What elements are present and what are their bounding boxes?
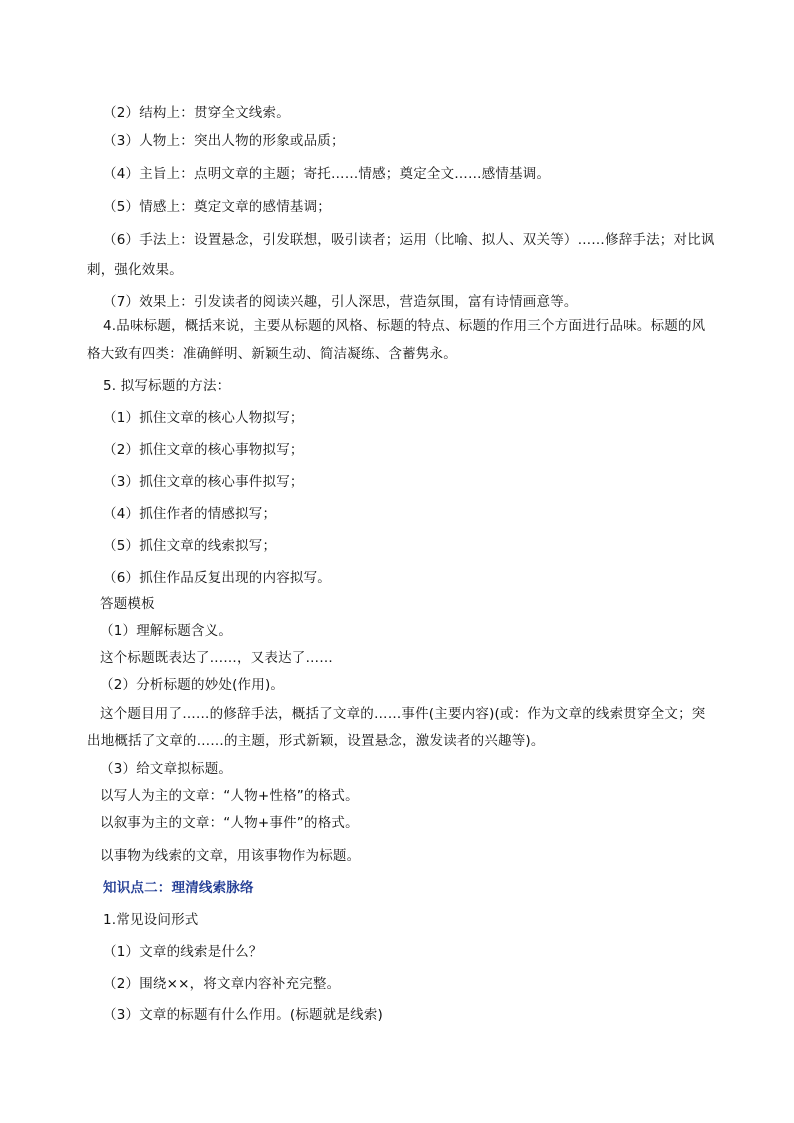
- text-line: 5. 拟写标题的方法：: [103, 378, 231, 394]
- text-line: （4）主旨上：点明文章的主题；寄托……情感；奠定全文……感情基调。: [103, 166, 551, 182]
- text-line: 答题模板: [100, 596, 155, 612]
- text-line: （6）手法上：设置悬念，引发联想，吸引读者；运用（比喻、拟人、双关等）……修辞手法；对比讽: [103, 232, 715, 248]
- text-line: （3）文章的标题有什么作用。(标题就是线索): [103, 1007, 384, 1023]
- text-line: 这个标题既表达了……，又表达了……: [100, 650, 333, 666]
- text-line: （7）效果上：引发读者的阅读兴趣，引人深思，营造氛围，富有诗情画意等。: [103, 294, 578, 310]
- text-line: （3）给文章拟标题。: [100, 761, 233, 777]
- text-line: 出地概括了文章的……的主题，形式新颖，设置悬念，激发读者的兴趣等)。: [87, 733, 545, 749]
- text-line: （2）抓住文章的核心事物拟写；: [103, 442, 304, 458]
- text-line: （2）分析标题的妙处(作用)。: [100, 677, 285, 693]
- text-line: 4.品味标题，概括来说，主要从标题的风格、标题的特点、标题的作用三个方面进行品味。标题的风: [103, 318, 706, 334]
- text-line: （3）人物上：突出人物的形象或品质；: [103, 133, 345, 149]
- text-line: （4）抓住作者的情感拟写；: [103, 506, 277, 522]
- text-line: （6）抓住作品反复出现的内容拟写。: [103, 570, 331, 586]
- text-line: （2）围绕××，将文章内容补充完整。: [103, 976, 341, 992]
- text-line: 以事物为线索的文章，用该事物作为标题。: [100, 848, 361, 864]
- text-line: 格大致有四类：准确鲜明、新颖生动、简洁凝练、含蓄隽永。: [87, 346, 457, 362]
- text-line: （1）抓住文章的核心人物拟写；: [103, 410, 304, 426]
- text-line: 这个题目用了……的修辞手法，概括了文章的……事件(主要内容)(或：作为文章的线索贯穿全文；突: [100, 706, 706, 722]
- text-line: （5）情感上：奠定文章的感情基调；: [103, 199, 331, 215]
- text-line: 刺，强化效果。: [87, 262, 183, 278]
- text-line: 以叙事为主的文章：“人物+事件”的格式。: [100, 815, 359, 831]
- text-line: （1）理解标题含义。: [100, 623, 233, 639]
- section-heading: 知识点二：理清线索脉络: [103, 880, 254, 896]
- text-line: （5）抓住文章的线索拟写；: [103, 538, 277, 554]
- text-line: （2）结构上：贯穿全文线索。: [103, 105, 290, 121]
- text-line: （1）文章的线索是什么？: [103, 944, 263, 960]
- text-line: 以写人为主的文章：“人物+性格”的格式。: [100, 788, 359, 804]
- text-line: （3）抓住文章的核心事件拟写；: [103, 474, 304, 490]
- text-line: 1.常见设问形式: [103, 912, 199, 928]
